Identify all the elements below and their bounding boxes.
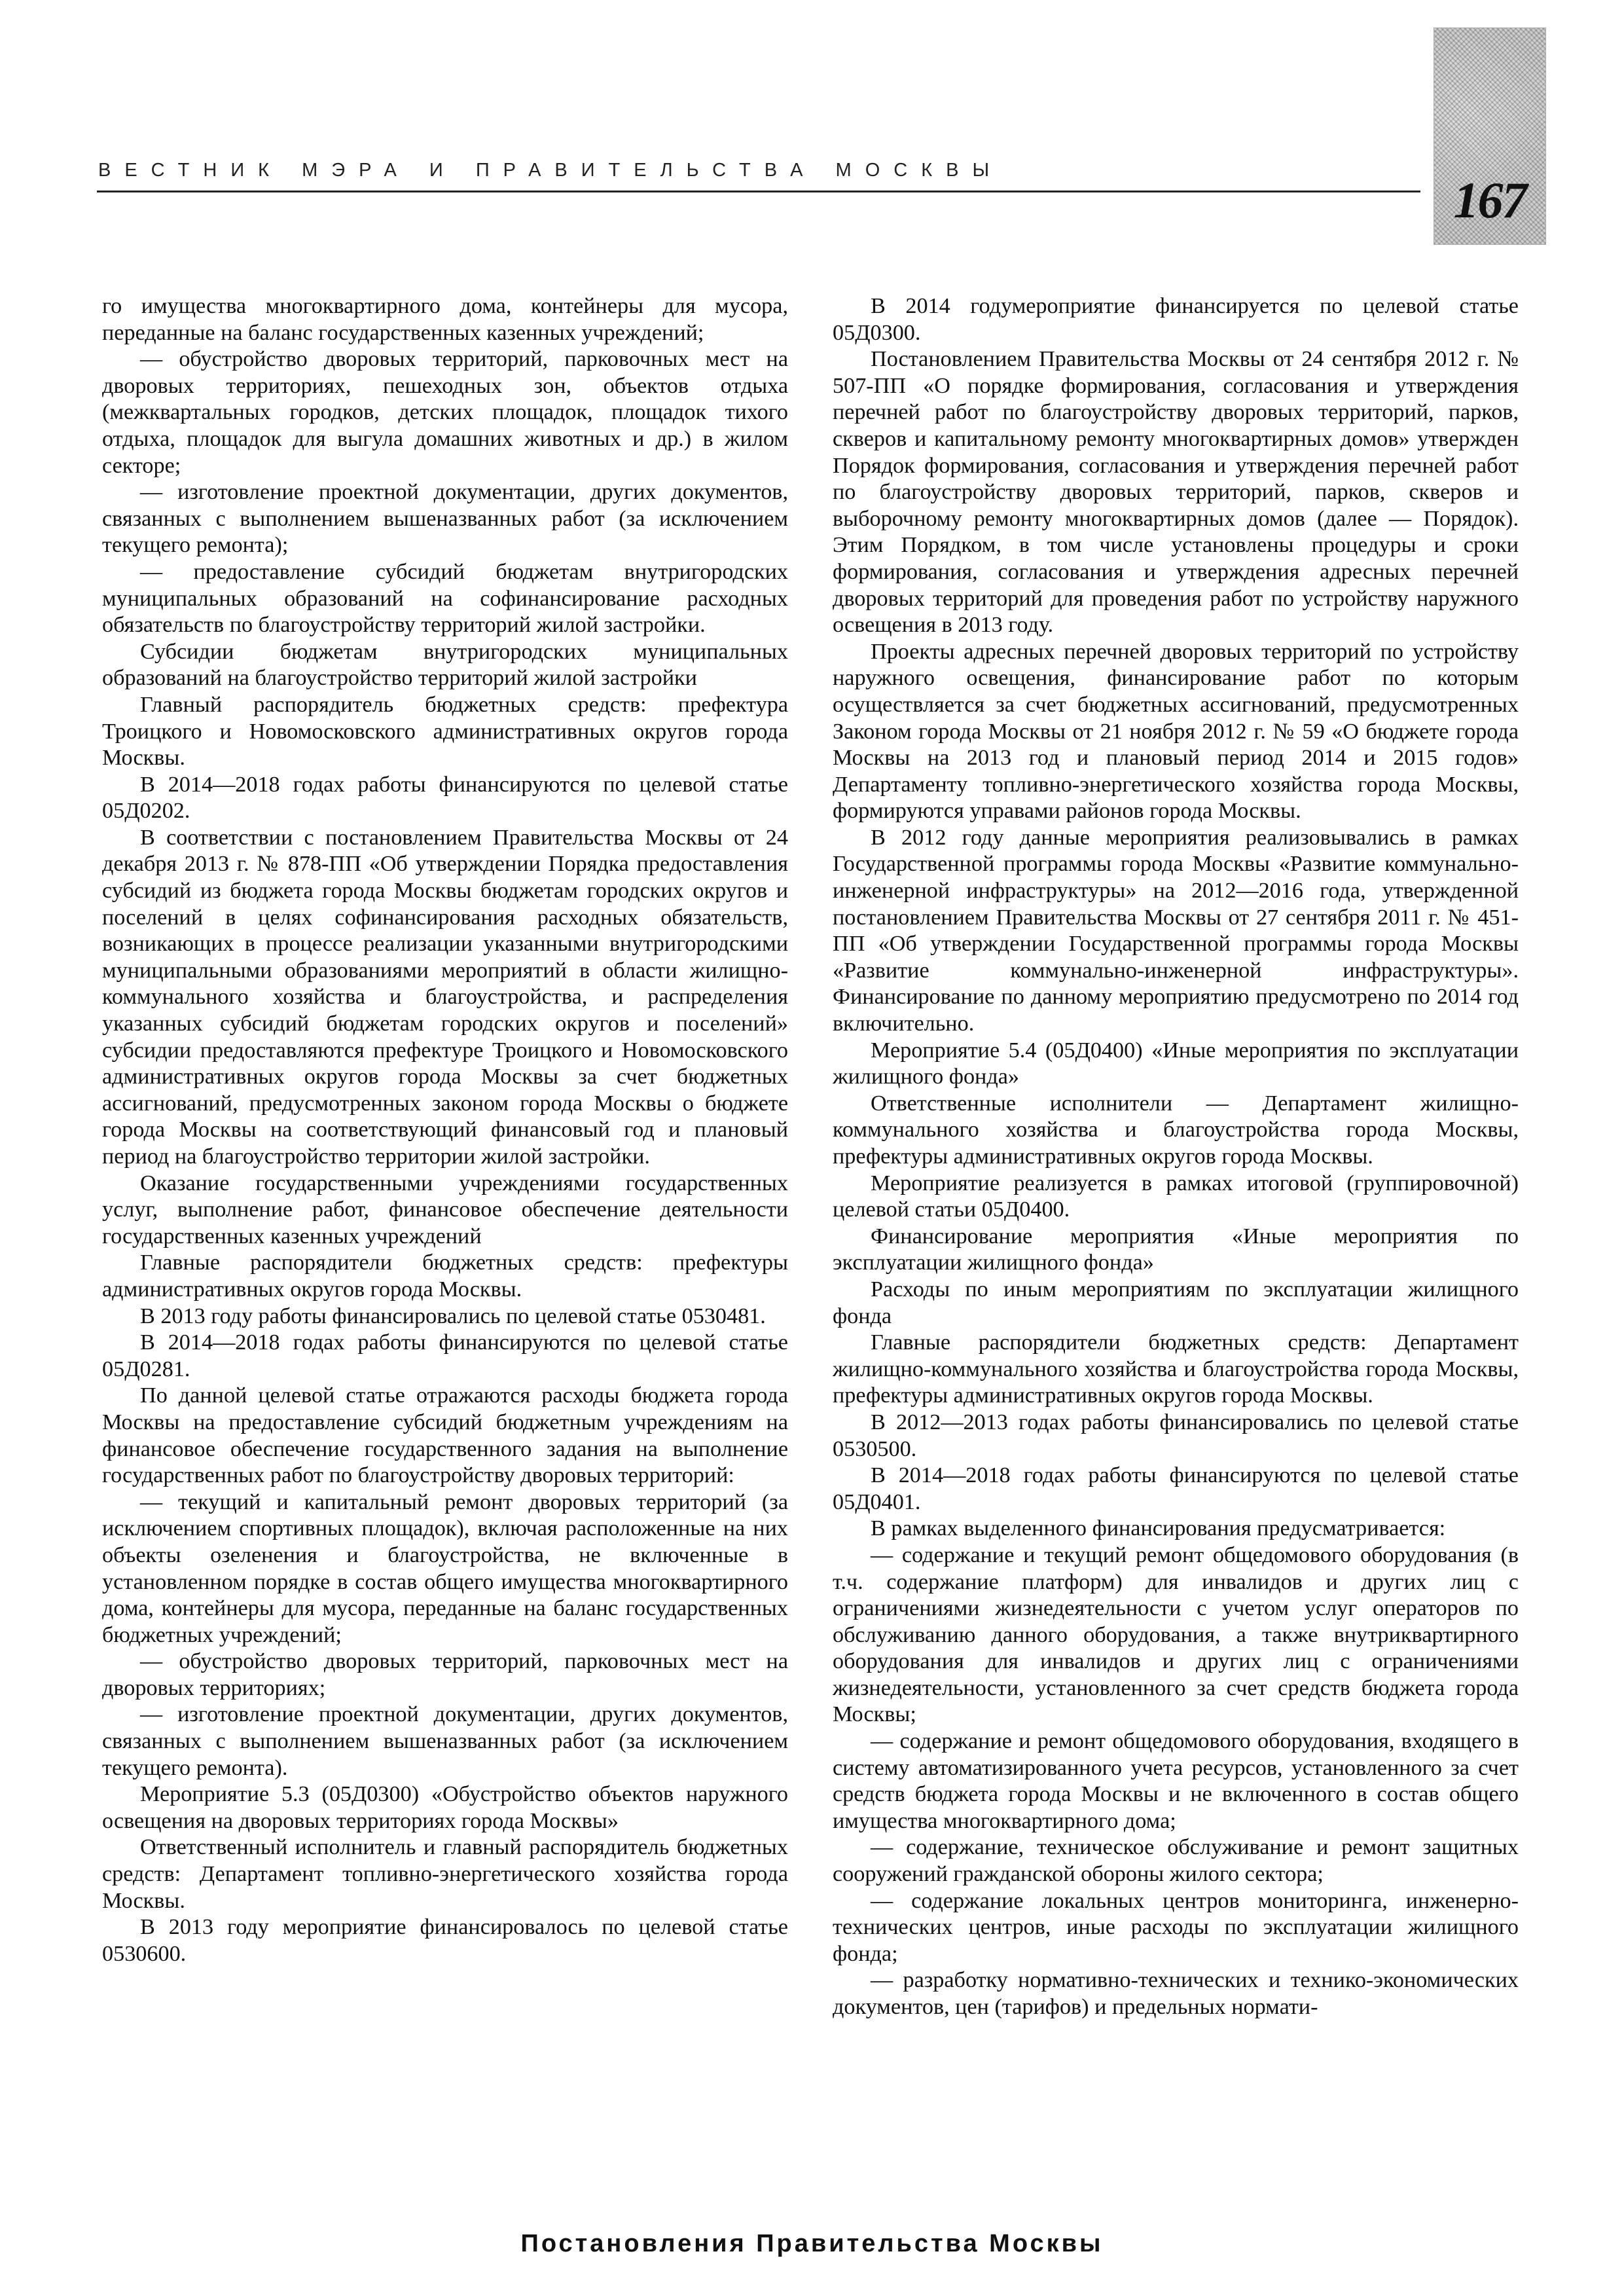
journal-title: ВЕСТНИК МЭРА И ПРАВИТЕЛЬСТВА МОСКВЫ bbox=[98, 160, 1003, 181]
paragraph: В 2014—2018 годах работы финансируются по целевой статье 05Д0202. bbox=[102, 772, 788, 824]
paragraph: Главные распорядители бюджетных средств: Департамент жилищно-коммунального хозяйства и благоустройства города Москвы, префектуры административных округов города Москвы. bbox=[833, 1330, 1519, 1408]
header-rule bbox=[97, 191, 1420, 192]
paragraph: Ответственный исполнитель и главный распорядитель бюджетных средств: Департамент топливно-энергетического хозяйства города Москвы. bbox=[102, 1835, 788, 1913]
paragraph: го имущества многоквартирного дома, контейнеры для мусора, переданные на баланс государственных казенных учреждений; bbox=[102, 294, 788, 345]
page-number: 167 bbox=[1453, 172, 1526, 228]
paragraph: — изготовление проектной документации, других документов, связанных с выполнением вышеназванных работ (за исключением текущего ремонта). bbox=[102, 1702, 788, 1780]
paragraph: — обустройство дворовых территорий, парковочных мест на дворовых территориях, пешеходных зон, объектов отдыха (межквартальных городков, детских площадок, площадок тихого отдыха, площадок для выгула домашних животных и др.) в жилом секторе; bbox=[102, 347, 788, 478]
paragraph: По данной целевой статье отражаются расходы бюджета города Москвы на предоставление субсидий бюджетным учреждениям на финансовое обеспечение государственного задания на выполнение государственных работ по благоустройству дворовых территорий: bbox=[102, 1383, 788, 1488]
paragraph: В 2013 году мероприятие финансировалось по целевой статье 0530600. bbox=[102, 1915, 788, 1966]
paragraph: — содержание, техническое обслуживание и ремонт защитных сооружений гражданской обороны жилого сектора; bbox=[833, 1835, 1519, 1887]
right-column bbox=[833, 293, 1519, 2021]
paragraph: В соответствии с постановлением Правительства Москвы от 24 декабря 2013 г. № 878-ПП «Об утверждении Порядка предоставления субсидий из бюджета города Москвы бюджетам городских округов и поселений в целях софинансирования расходных обязательств, возникающих в процессе реализации указанными внутригородскими муниципальными образованиями мероприятий в области жилищно-коммунального хозяйства и благоустройства, и распределения указанных субсидий бюджетам городских округов и поселений» субсидии предоставляются префектуре Троицкого и Новомосковского административных округов города Москвы за счет бюджетных ассигнований, предусмотренных законом города Москвы о бюджете города Москвы на соответствующий финансовый год и плановый период на благоустройство территории жилой застройки. bbox=[102, 825, 788, 1169]
paragraph: Мероприятие 5.3 (05Д0300) «Обустройство объектов наружного освещения на дворовых территориях города Москвы» bbox=[102, 1782, 788, 1833]
paragraph: В 2014—2018 годах работы финансируются по целевой статье 05Д0281. bbox=[102, 1330, 788, 1381]
paragraph: Главный распорядитель бюджетных средств: префектура Троицкого и Новомосковского административных округов города Москвы. bbox=[102, 692, 788, 771]
paragraph: В 2014 годумероприятие финансируется по целевой статье 05Д0300. bbox=[833, 294, 1519, 345]
paragraph: — содержание локальных центров мониторинга, инженерно-технических центров, иные расходы по эксплуатации жилищного фонда; bbox=[833, 1888, 1519, 1966]
paragraph: — изготовление проектной документации, других документов, связанных с выполнением вышеназванных работ (за исключением текущего ремонта); bbox=[102, 480, 788, 558]
paragraph: В 2012 году данные мероприятия реализовывались в рамках Государственной программы города Москвы «Развитие коммунально-инженерной инфраструктуры» на 2012—2016 года, утвержденной постановлением Правительства Москвы от 27 сентября 2011 г. № 451-ПП «Об утверждении Государственной программы города Москвы «Развитие коммунально-инженерной инфраструктуры». Финансирование по данному мероприятию предусмотрено по 2014 год включительно. bbox=[833, 825, 1519, 1036]
paragraph: — текущий и капитальный ремонт дворовых территорий (за исключением спортивных площадок), включая расположенные на них объекты озеленения и благоустройства, не включенные в установленном порядке в состав общего имущества многоквартирного дома, контейнеры для мусора, переданные на баланс государственных бюджетных учреждений; bbox=[102, 1489, 788, 1647]
paragraph: Постановлением Правительства Москвы от 24 сентября 2012 г. № 507-ПП «О порядке формирования, согласования и утверждения перечней работ по благоустройству дворовых территорий, парков, скверов и капитальному ремонту многоквартирных домов» утвержден Порядок формирования, согласования и утверждения перечней работ по благоустройству дворовых территорий, парков, скверов и выборочному ремонту многоквартирных домов (далее — Порядок). Этим Порядком, в том числе установлены процедуры и сроки формирования, согласования и утверждения адресных перечней дворовых территорий для проведения работ по устройству наружного освещения в 2013 году. bbox=[833, 347, 1519, 638]
paragraph: — разработку нормативно-технических и технико-экономических документов, цен (тарифов) и предельных нормати- bbox=[833, 1968, 1519, 2019]
paragraph: Расходы по иным мероприятиям по эксплуатации жилищного фонда bbox=[833, 1277, 1519, 1328]
paragraph: Финансирование мероприятия «Иные мероприятия по эксплуатации жилищного фонда» bbox=[833, 1224, 1519, 1275]
paragraph: Ответственные исполнители — Департамент жилищно-коммунального хозяйства и благоустройства города Москвы, префектуры административных округов города Москвы. bbox=[833, 1091, 1519, 1169]
paragraph: В 2014—2018 годах работы финансируются по целевой статье 05Д0401. bbox=[833, 1463, 1519, 1514]
paragraph: Проекты адресных перечней дворовых территорий по устройству наружного освещения, финансирование работ по которым осуществляется за счет бюджетных ассигнований, предусмотренных Законом города Москвы от 21 ноября 2012 г. № 59 «О бюджете города Москвы на 2013 год и плановый период 2014 и 2015 годов» Департаменту топливно-энергетического хозяйства города Москвы, формируются управами районов города Москвы. bbox=[833, 639, 1519, 824]
paragraph: — обустройство дворовых территорий, парковочных мест на дворовых территориях; bbox=[102, 1649, 788, 1700]
paragraph: — содержание и текущий ремонт общедомового оборудования (в т.ч. содержание платформ) для инвалидов и других лиц с ограничениями жизнедеятельности с учетом услуг операторов по обслуживанию данного оборудования, а также внутриквартирного оборудования для инвалидов и других лиц с ограничениями жизнедеятельности, установленного за счет средств бюджета города Москвы; bbox=[833, 1542, 1519, 1727]
paragraph: В 2012—2013 годах работы финансировались по целевой статье 0530500. bbox=[833, 1410, 1519, 1461]
paragraph: В рамках выделенного финансирования предусматривается: bbox=[871, 1516, 1446, 1541]
paragraph: — содержание и ремонт общедомового оборудования, входящего в систему автоматизированного учета ресурсов, установленного за счет средств бюджета города Москвы и не включенного в состав общего имущества многоквартирного дома; bbox=[833, 1729, 1519, 1833]
paragraph: Мероприятие 5.4 (05Д0400) «Иные мероприятия по эксплуатации жилищного фонда» bbox=[833, 1038, 1519, 1089]
left-column bbox=[102, 293, 788, 1967]
paragraph: Мероприятие реализуется в рамках итоговой (группировочной) целевой статьи 05Д0400. bbox=[833, 1171, 1519, 1222]
paragraph: Главные распорядители бюджетных средств: префектуры административных округов города Москвы. bbox=[102, 1250, 788, 1302]
paragraph: В 2013 году работы финансировались по целевой статье 0530481. bbox=[140, 1303, 766, 1328]
paragraph: Оказание государственными учреждениями государственных услуг, выполнение работ, финансовое обеспечение деятельности государственных казенных учреждений bbox=[102, 1171, 788, 1248]
paragraph: — предоставление субсидий бюджетам внутригородских муниципальных образований на софинансирование расходных обязательств по благоустройству территорий жилой застройки. bbox=[102, 559, 788, 638]
paragraph: Субсидии бюджетам внутригородских муниципальных образований на благоустройство территорий жилой застройки bbox=[102, 639, 788, 691]
page-number-badge bbox=[1434, 27, 1546, 245]
section-footer: Постановления Правительства Москвы bbox=[520, 2230, 1104, 2257]
